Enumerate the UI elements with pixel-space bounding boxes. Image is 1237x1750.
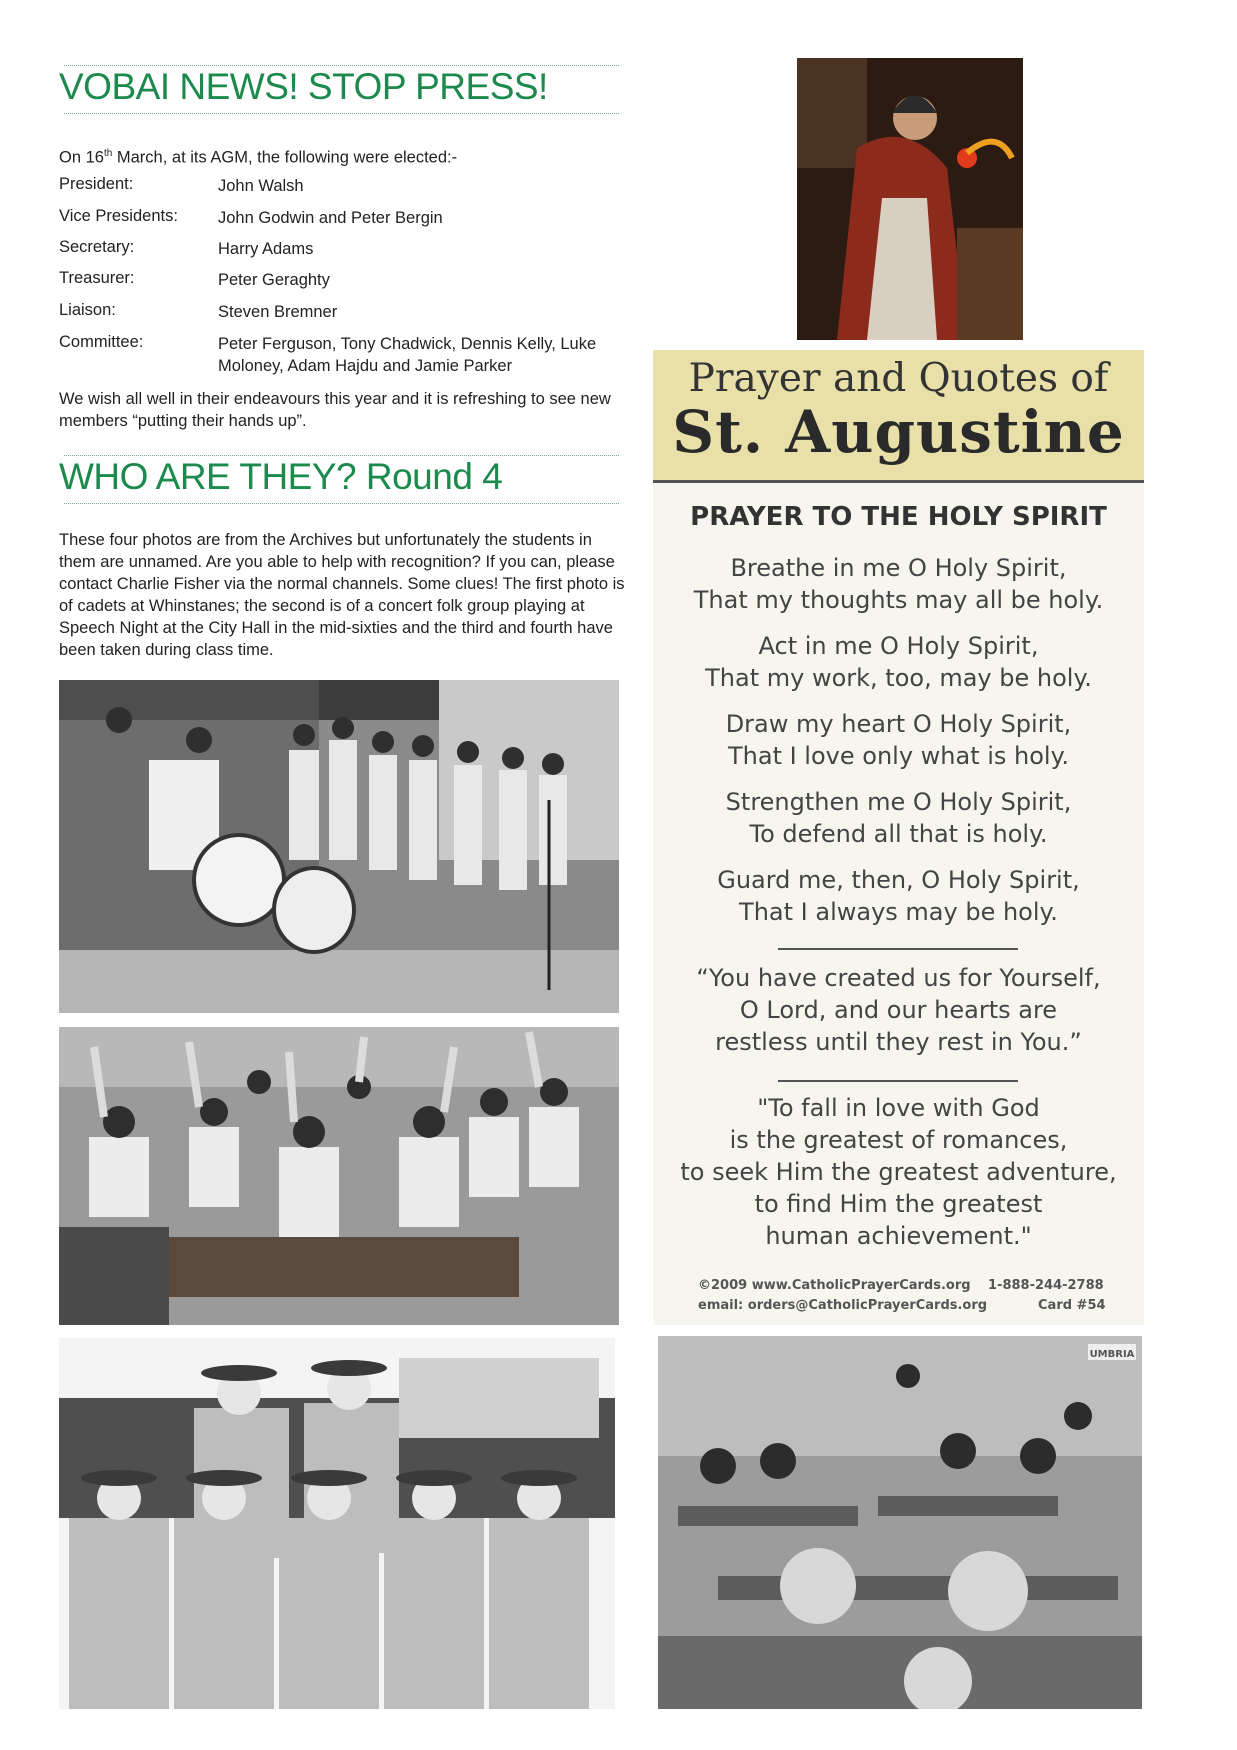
officer-role-liaison: Liaison: <box>59 301 116 319</box>
officer-role-vice-presidents: Vice Presidents: <box>59 207 178 225</box>
prayer-card-subtitle: Prayer and Quotes of <box>688 356 1109 401</box>
who-rule-bottom <box>64 503 619 504</box>
folk-group-photo <box>59 680 619 1013</box>
officer-name-president: John Walsh <box>218 177 304 195</box>
card-copyright: ©2009 www.CatholicPrayerCards.org <box>698 1278 971 1293</box>
prayer-heading: PRAYER TO THE HOLY SPIRIT <box>690 502 1107 532</box>
who-body: These four photos are from the Archives but unfortunately the students in them are unnamed. Are you able to help with recognition? If you can, please contact Charlie Fisher via the normal channels. Some clues! The first photo is of cadets at Whinstanes; the second is of a concert folk group playing at Speech Night at the City Hall in the mid-sixties and the third and fourth have been taken during class time. <box>59 531 625 659</box>
officer-name-secretary: Harry Adams <box>218 240 314 258</box>
prayer-card-header <box>653 350 1144 483</box>
card-phone: 1-888-244-2788 <box>988 1278 1104 1293</box>
card-email: email: orders@CatholicPrayerCards.org <box>698 1298 988 1313</box>
card-divider-1 <box>778 948 1018 950</box>
officer-role-secretary: Secretary: <box>59 238 135 256</box>
officer-role-treasurer: Treasurer: <box>59 269 135 287</box>
quote-fall-in-love: "To fall in love with God is the greatest of romances, to seek Him the greatest adventure, to find Him the greatest human achievement." <box>680 1094 1117 1250</box>
news-closing: We wish all well in their endeavours this year and it is refreshing to see new members “putting their hands up”. <box>59 390 611 430</box>
who-heading: WHO ARE THEY? Round 4 <box>59 456 503 497</box>
officer-name-committee: Peter Ferguson, Tony Chadwick, Dennis Kelly, Luke Moloney, Adam Hajdu and Jamie Parker <box>218 335 597 375</box>
cadets-photo <box>59 1338 615 1709</box>
card-number: Card #54 <box>1038 1298 1106 1313</box>
heading-rule-bottom <box>64 113 619 114</box>
prayer-verse-1: Breathe in me O Holy Spirit, That my thoughts may all be holy. <box>693 554 1104 614</box>
officer-name-treasurer: Peter Geraghty <box>218 271 330 289</box>
officer-name-vice-presidents: John Godwin and Peter Bergin <box>218 209 443 227</box>
officer-role-committee: Committee: <box>59 333 144 351</box>
prayer-verse-4: Strengthen me O Holy Spirit, To defend all that is holy. <box>725 788 1072 848</box>
officer-name-liaison: Steven Bremner <box>218 303 338 321</box>
prayer-verse-5: Guard me, then, O Holy Spirit, That I always may be holy. <box>717 866 1080 926</box>
card-divider-2 <box>778 1080 1018 1082</box>
st-augustine-painting <box>797 58 1023 340</box>
prayer-verse-2: Act in me O Holy Spirit, That my work, too, may be holy. <box>705 632 1092 692</box>
prayer-card <box>653 350 1144 1325</box>
photo-badge-label: UMBRIA <box>1089 1349 1135 1360</box>
classroom-reading-photo <box>658 1336 1142 1709</box>
class-hands-up-photo <box>59 1027 619 1325</box>
prayer-verse-3: Draw my heart O Holy Spirit, That I love only what is holy. <box>725 710 1072 770</box>
quote-created-us: “You have created us for Yourself, O Lord, and our hearts are restless until they rest in You.” <box>696 964 1101 1056</box>
prayer-card-title: St. Augustine <box>672 398 1125 466</box>
news-intro: On 16th March, at its AGM, the following were elected:- <box>59 148 458 167</box>
officer-role-president: President: <box>59 175 134 193</box>
news-heading: VOBAI NEWS! STOP PRESS! <box>59 66 548 107</box>
